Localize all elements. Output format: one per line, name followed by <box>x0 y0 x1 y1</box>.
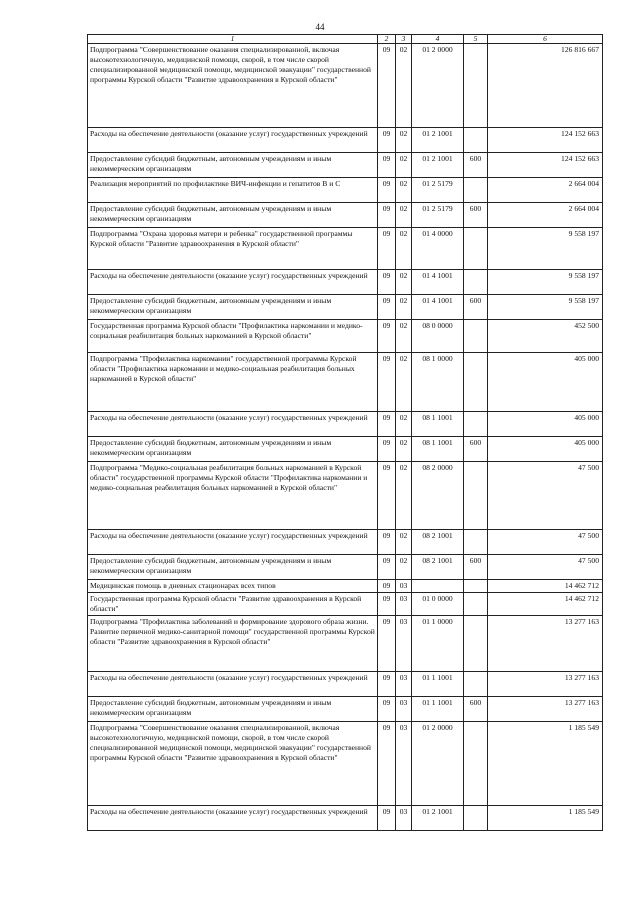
row-amount: 124 152 663 <box>488 128 603 153</box>
row-amount: 9 558 197 <box>488 228 603 270</box>
row-target-article: 01 2 0000 <box>412 722 464 806</box>
row-target-article: 08 0 0000 <box>412 320 464 353</box>
row-subsection-code: 02 <box>396 44 412 128</box>
row-section-code: 09 <box>378 530 396 555</box>
row-subsection-code: 03 <box>396 593 412 616</box>
row-section-code: 09 <box>378 178 396 203</box>
row-subsection-code: 02 <box>396 270 412 295</box>
row-name: Подпрограмма "Профилактика заболеваний и формирование здорового образа жизни. Развитие первичной медико-санитарной помощи" государственной программы Курской области "Развитие здравоохранения в Курской области" <box>88 616 378 672</box>
header-col-name: 1 <box>88 35 378 44</box>
row-section-code: 09 <box>378 462 396 530</box>
row-subsection-code: 02 <box>396 462 412 530</box>
table-row <box>88 320 603 353</box>
row-target-article: 01 4 1001 <box>412 270 464 295</box>
row-target-article: 01 2 5179 <box>412 178 464 203</box>
row-amount: 14 462 712 <box>488 580 603 593</box>
table-row <box>88 178 603 203</box>
row-amount: 13 277 163 <box>488 616 603 672</box>
row-subsection-code: 03 <box>396 672 412 697</box>
row-target-article: 08 2 1001 <box>412 555 464 580</box>
table-row <box>88 295 603 320</box>
table-row <box>88 228 603 270</box>
row-subsection-code: 02 <box>396 228 412 270</box>
row-target-article: 01 2 1001 <box>412 153 464 178</box>
header-col-section: 2 <box>378 35 396 44</box>
row-amount: 405 000 <box>488 412 603 437</box>
row-name: Государственная программа Курской области "Профилактика наркомании и медико-социальная реабилитация больных наркоманией в Курской области" <box>88 320 378 353</box>
row-subsection-code: 02 <box>396 320 412 353</box>
row-expense-type <box>464 412 488 437</box>
row-expense-type <box>464 593 488 616</box>
row-target-article: 01 0 0000 <box>412 593 464 616</box>
row-section-code: 09 <box>378 44 396 128</box>
row-expense-type <box>464 270 488 295</box>
table-row <box>88 153 603 178</box>
row-expense-type: 600 <box>464 555 488 580</box>
row-name: Медицинская помощь в дневных стационарах всех типов <box>88 580 378 593</box>
row-amount: 124 152 663 <box>488 153 603 178</box>
page-number: 44 <box>315 22 325 32</box>
row-name: Государственная программа Курской области "Развитие здравоохранения в Курской области" <box>88 593 378 616</box>
row-subsection-code: 02 <box>396 555 412 580</box>
row-section-code: 09 <box>378 270 396 295</box>
row-expense-type <box>464 320 488 353</box>
header-row <box>88 35 603 44</box>
row-section-code: 09 <box>378 722 396 806</box>
row-name: Предоставление субсидий бюджетным, автономным учреждениям и иным некоммерческим организациям <box>88 153 378 178</box>
row-expense-type <box>464 44 488 128</box>
row-amount: 13 277 163 <box>488 697 603 722</box>
row-subsection-code: 03 <box>396 616 412 672</box>
row-subsection-code: 02 <box>396 153 412 178</box>
table-row <box>88 580 603 593</box>
row-expense-type <box>464 722 488 806</box>
table-body <box>88 44 603 831</box>
row-target-article: 01 2 5179 <box>412 203 464 228</box>
row-subsection-code: 03 <box>396 697 412 722</box>
row-name: Расходы на обеспечение деятельности (оказание услуг) государственных учреждений <box>88 530 378 555</box>
row-amount: 1 185 549 <box>488 722 603 806</box>
row-section-code: 09 <box>378 580 396 593</box>
row-section-code: 09 <box>378 203 396 228</box>
row-target-article: 08 1 1001 <box>412 412 464 437</box>
table-row <box>88 616 603 672</box>
row-name: Расходы на обеспечение деятельности (оказание услуг) государственных учреждений <box>88 128 378 153</box>
row-section-code: 09 <box>378 153 396 178</box>
row-expense-type: 600 <box>464 295 488 320</box>
row-expense-type: 600 <box>464 203 488 228</box>
row-name: Подпрограмма "Медико-социальная реабилитация больных наркоманией в Курской области" государственной программы Курской области "Профилактика наркомании и медико-социальная реабилитация больных наркоманией в Курской области" <box>88 462 378 530</box>
row-expense-type <box>464 128 488 153</box>
row-section-code: 09 <box>378 697 396 722</box>
table-row <box>88 412 603 437</box>
row-target-article <box>412 580 464 593</box>
row-amount: 2 664 004 <box>488 178 603 203</box>
row-amount: 47 500 <box>488 555 603 580</box>
row-name: Расходы на обеспечение деятельности (оказание услуг) государственных учреждений <box>88 672 378 697</box>
row-name: Предоставление субсидий бюджетным, автономным учреждениям и иным некоммерческим организациям <box>88 697 378 722</box>
row-amount: 13 277 163 <box>488 672 603 697</box>
table-row <box>88 806 603 831</box>
row-name: Расходы на обеспечение деятельности (оказание услуг) государственных учреждений <box>88 806 378 831</box>
table-row <box>88 437 603 462</box>
row-amount: 9 558 197 <box>488 270 603 295</box>
budget-table <box>87 34 603 831</box>
row-amount: 2 664 004 <box>488 203 603 228</box>
row-name: Реализация мероприятий по профилактике ВИЧ-инфекции и гепатитов В и С <box>88 178 378 203</box>
table-row <box>88 555 603 580</box>
row-subsection-code: 03 <box>396 806 412 831</box>
row-target-article: 08 1 0000 <box>412 353 464 412</box>
row-section-code: 09 <box>378 128 396 153</box>
row-name: Предоставление субсидий бюджетным, автономным учреждениям и иным некоммерческим организациям <box>88 295 378 320</box>
row-name: Расходы на обеспечение деятельности (оказание услуг) государственных учреждений <box>88 270 378 295</box>
row-subsection-code: 02 <box>396 412 412 437</box>
row-expense-type: 600 <box>464 153 488 178</box>
header-col-target-article: 4 <box>412 35 464 44</box>
row-amount: 47 500 <box>488 462 603 530</box>
row-section-code: 09 <box>378 412 396 437</box>
row-amount: 126 816 667 <box>488 44 603 128</box>
table-row <box>88 722 603 806</box>
row-expense-type <box>464 616 488 672</box>
row-subsection-code: 02 <box>396 295 412 320</box>
row-expense-type <box>464 462 488 530</box>
row-name: Подпрограмма "Охрана здоровья матери и ребенка" государственной программы Курской области "Развитие здравоохранения в Курской области" <box>88 228 378 270</box>
row-section-code: 09 <box>378 593 396 616</box>
row-subsection-code: 02 <box>396 353 412 412</box>
row-subsection-code: 02 <box>396 178 412 203</box>
row-target-article: 01 2 1001 <box>412 128 464 153</box>
row-subsection-code: 03 <box>396 722 412 806</box>
row-section-code: 09 <box>378 320 396 353</box>
row-expense-type: 600 <box>464 697 488 722</box>
row-amount: 47 500 <box>488 530 603 555</box>
row-amount: 405 000 <box>488 437 603 462</box>
row-target-article: 01 4 0000 <box>412 228 464 270</box>
row-amount: 1 185 549 <box>488 806 603 831</box>
row-target-article: 08 2 1001 <box>412 530 464 555</box>
row-name: Подпрограмма "Совершенствование оказания специализированной, включая высокотехнологичную, медицинской помощи, скорой, в том числе скорой специализированной медицинской помощи, медицинской эвакуации" государственной программы Курской области "Развитие здравоохранения в Курской области" <box>88 44 378 128</box>
row-subsection-code: 02 <box>396 203 412 228</box>
row-expense-type <box>464 228 488 270</box>
row-expense-type <box>464 353 488 412</box>
row-section-code: 09 <box>378 806 396 831</box>
row-target-article: 01 1 1001 <box>412 697 464 722</box>
row-section-code: 09 <box>378 672 396 697</box>
row-section-code: 09 <box>378 295 396 320</box>
row-target-article: 01 1 0000 <box>412 616 464 672</box>
row-subsection-code: 03 <box>396 580 412 593</box>
row-target-article: 08 2 0000 <box>412 462 464 530</box>
row-subsection-code: 02 <box>396 530 412 555</box>
row-amount: 452 500 <box>488 320 603 353</box>
table-row <box>88 593 603 616</box>
row-amount: 9 558 197 <box>488 295 603 320</box>
row-section-code: 09 <box>378 555 396 580</box>
table-row <box>88 203 603 228</box>
row-name: Предоставление субсидий бюджетным, автономным учреждениям и иным некоммерческим организациям <box>88 437 378 462</box>
row-name: Подпрограмма "Совершенствование оказания специализированной, включая высокотехнологичную, медицинской помощи, скорой, в том числе скорой специализированной медицинской помощи, медицинской эвакуации" государственной программы Курской области "Развитие здравоохранения в Курской области" <box>88 722 378 806</box>
row-section-code: 09 <box>378 616 396 672</box>
row-expense-type <box>464 580 488 593</box>
table-row <box>88 128 603 153</box>
row-section-code: 09 <box>378 228 396 270</box>
row-amount: 405 000 <box>488 353 603 412</box>
row-target-article: 01 2 0000 <box>412 44 464 128</box>
table-row <box>88 530 603 555</box>
row-name: Предоставление субсидий бюджетным, автономным учреждениям и иным некоммерческим организациям <box>88 555 378 580</box>
row-target-article: 01 4 1001 <box>412 295 464 320</box>
row-expense-type <box>464 806 488 831</box>
row-name: Предоставление субсидий бюджетным, автономным учреждениям и иным некоммерческим организациям <box>88 203 378 228</box>
table-row <box>88 353 603 412</box>
header-col-subsection: 3 <box>396 35 412 44</box>
row-name: Подпрограмма "Профилактика наркомании" государственной программы Курской области "Профилактика наркомании и медико-социальная реабилитация больных наркоманией в Курской области" <box>88 353 378 412</box>
row-expense-type <box>464 178 488 203</box>
row-target-article: 08 1 1001 <box>412 437 464 462</box>
row-name: Расходы на обеспечение деятельности (оказание услуг) государственных учреждений <box>88 412 378 437</box>
row-section-code: 09 <box>378 353 396 412</box>
table-row <box>88 672 603 697</box>
table-row <box>88 462 603 530</box>
table-row <box>88 270 603 295</box>
table-row <box>88 697 603 722</box>
row-target-article: 01 1 1001 <box>412 672 464 697</box>
row-amount: 14 462 712 <box>488 593 603 616</box>
table-row <box>88 44 603 128</box>
row-expense-type <box>464 530 488 555</box>
row-subsection-code: 02 <box>396 128 412 153</box>
header-col-expense-type: 5 <box>464 35 488 44</box>
row-target-article: 01 2 1001 <box>412 806 464 831</box>
header-col-amount: 6 <box>488 35 603 44</box>
row-expense-type: 600 <box>464 437 488 462</box>
row-subsection-code: 02 <box>396 437 412 462</box>
row-section-code: 09 <box>378 437 396 462</box>
row-expense-type <box>464 672 488 697</box>
